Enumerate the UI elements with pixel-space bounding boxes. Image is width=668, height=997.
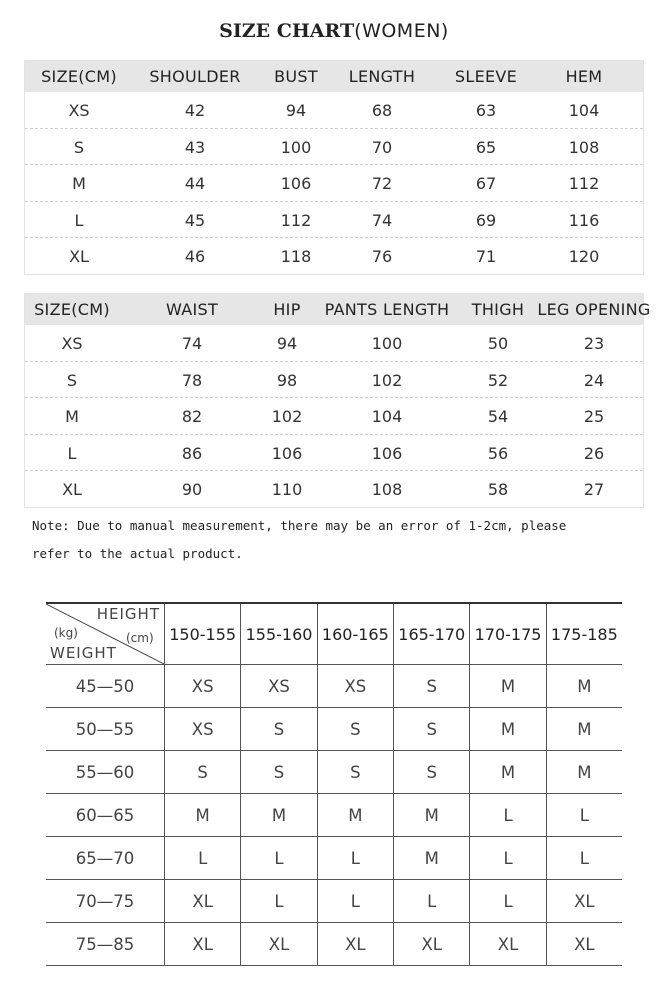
size-cell: XL [546, 880, 622, 923]
table-cell: 78 [181, 370, 203, 390]
table-cell: 24 [583, 370, 605, 390]
size-cell: M [394, 794, 470, 837]
table-cell: 70 [371, 137, 393, 157]
table-cell: 26 [583, 443, 605, 463]
table-cell: 69 [475, 210, 497, 230]
column-header: HEM [565, 67, 603, 86]
table-cell: 72 [371, 174, 393, 193]
size-cell: M [165, 794, 241, 837]
table-cell: 118 [280, 247, 312, 266]
size-cell: L [470, 837, 546, 880]
size-cell: XL [470, 923, 546, 966]
table-cell: 74 [181, 334, 203, 353]
table-cell: 68 [371, 101, 393, 120]
table-cell: S [73, 137, 85, 157]
weight-row [46, 880, 622, 923]
column-header: LENGTH [348, 67, 416, 86]
table-cell: 50 [487, 334, 509, 353]
weight-range-cell: 50—55 [46, 708, 165, 751]
table-cell: S [66, 370, 78, 390]
size-cell: S [317, 708, 393, 751]
weight-range-cell: 45—50 [46, 665, 165, 708]
column-header: HIP [273, 300, 301, 319]
table-cell: 76 [371, 247, 393, 266]
top-size-table [24, 60, 644, 275]
table-cell: L [74, 210, 84, 230]
size-cell: S [317, 751, 393, 794]
size-cell: XS [241, 665, 317, 708]
table-cell: 106 [280, 174, 312, 193]
column-header: PANTS LENGTH [324, 300, 450, 319]
height-range-header: 160-165 [317, 603, 393, 665]
size-cell: M [546, 665, 622, 708]
size-cell: M [317, 794, 393, 837]
size-cell: M [470, 751, 546, 794]
table-cell: 63 [475, 101, 497, 120]
size-cell: S [394, 665, 470, 708]
table-cell: 110 [271, 480, 303, 499]
size-cell: L [546, 794, 622, 837]
size-cell: S [241, 751, 317, 794]
height-range-header: 175-185 [546, 603, 622, 665]
table-cell: 120 [568, 247, 600, 266]
size-cell: L [317, 837, 393, 880]
table-row [25, 471, 643, 507]
table-cell: 106 [371, 443, 403, 463]
table-cell: 100 [280, 137, 312, 157]
size-cell: L [546, 837, 622, 880]
bottom-size-table [24, 293, 651, 508]
height-range-header: 150-155 [165, 603, 241, 665]
weight-row [46, 708, 622, 751]
size-cell: S [241, 708, 317, 751]
page-title [0, 18, 668, 42]
table-row [25, 129, 643, 166]
size-cell: S [394, 751, 470, 794]
weight-label: WEIGHT [50, 644, 117, 662]
table-cell: 98 [276, 370, 298, 390]
table-cell: 112 [568, 174, 600, 193]
size-cell: XS [165, 708, 241, 751]
table-cell: 108 [371, 480, 403, 499]
size-cell: XL [317, 923, 393, 966]
table-cell: 82 [181, 407, 203, 426]
title-main: SIZE CHART [219, 20, 355, 42]
corner-cell [46, 603, 165, 665]
table-cell: 44 [184, 174, 206, 193]
table-cell: 67 [475, 174, 497, 193]
table-cell: 46 [184, 247, 206, 266]
note-line-1: Note: Due to manual measurement, there may be an error of 1-2cm, please [32, 518, 567, 533]
weight-range-cell: 60—65 [46, 794, 165, 837]
weight-range-cell: 75—85 [46, 923, 165, 966]
size-cell: L [470, 880, 546, 923]
size-cell: XL [546, 923, 622, 966]
kg-unit: (kg) [54, 626, 78, 640]
height-label: HEIGHT [96, 605, 160, 623]
size-cell: XS [317, 665, 393, 708]
size-cell: L [317, 880, 393, 923]
table-cell: M [72, 174, 86, 193]
table-cell: 65 [475, 137, 497, 157]
size-recommendation-table [46, 602, 622, 966]
column-header: SIZE(CM) [41, 67, 117, 86]
table-row [25, 398, 643, 435]
table-cell: L [67, 443, 77, 463]
table-cell: 23 [583, 334, 605, 353]
table-row [25, 238, 643, 274]
table-row [25, 92, 643, 129]
table-row [25, 325, 643, 362]
height-range-header: 155-160 [241, 603, 317, 665]
table-cell: 116 [568, 210, 600, 230]
table-row [25, 165, 643, 202]
column-header: SLEEVE [454, 67, 518, 86]
table-cell: 43 [184, 137, 206, 157]
table-cell: 71 [475, 247, 497, 266]
table-cell: 52 [487, 370, 509, 390]
table-cell: 102 [371, 370, 403, 390]
table-row [25, 435, 643, 472]
table-cell: XL [69, 247, 89, 266]
weight-row [46, 751, 622, 794]
size-cell: L [394, 880, 470, 923]
height-range-header: 170-175 [470, 603, 546, 665]
table-cell: 74 [371, 210, 393, 230]
table-cell: 112 [280, 210, 312, 230]
table-cell: 108 [568, 137, 600, 157]
table-cell: 106 [271, 443, 303, 463]
table-cell: XL [62, 480, 82, 499]
size-cell: M [470, 708, 546, 751]
size-cell: L [470, 794, 546, 837]
weight-row [46, 665, 622, 708]
table-cell: 58 [487, 480, 509, 499]
table-row [25, 202, 643, 239]
table-cell: 94 [285, 101, 307, 120]
table-cell: 56 [487, 443, 509, 463]
size-cell: M [394, 837, 470, 880]
column-header: THIGH [471, 300, 525, 319]
table-cell: 45 [184, 210, 206, 230]
size-cell: L [241, 837, 317, 880]
table-cell: 25 [583, 407, 605, 426]
table-cell: 102 [271, 407, 303, 426]
table-cell: 90 [181, 480, 203, 499]
size-cell: L [165, 837, 241, 880]
column-header: WAIST [165, 300, 219, 319]
table-header [25, 294, 651, 325]
table-cell: 42 [184, 101, 206, 120]
size-cell: M [546, 708, 622, 751]
weight-range-cell: 55—60 [46, 751, 165, 794]
table-header [25, 61, 643, 92]
column-header: LEG OPENING [537, 300, 651, 319]
table-row [25, 362, 643, 399]
weight-row [46, 923, 622, 966]
cm-unit: (cm) [126, 631, 154, 645]
table-cell: 104 [568, 101, 600, 120]
column-header: SIZE(CM) [34, 300, 110, 319]
height-range-header: 165-170 [394, 603, 470, 665]
table-cell: 94 [276, 334, 298, 353]
size-cell: S [394, 708, 470, 751]
size-cell: M [470, 665, 546, 708]
table-cell: 86 [181, 443, 203, 463]
title-sub: (WOMEN) [354, 20, 449, 42]
size-cell: XL [165, 880, 241, 923]
weight-range-cell: 65—70 [46, 837, 165, 880]
weight-row [46, 837, 622, 880]
table-cell: 100 [371, 334, 403, 353]
table-cell: 54 [487, 407, 509, 426]
table-cell: 104 [371, 407, 403, 426]
size-cell: XL [165, 923, 241, 966]
size-cell: XL [241, 923, 317, 966]
column-header: BUST [274, 67, 318, 86]
table-cell: XS [68, 101, 90, 120]
size-cell: S [165, 751, 241, 794]
column-header: SHOULDER [149, 67, 241, 86]
table-cell: XS [61, 334, 83, 353]
size-cell: L [241, 880, 317, 923]
size-cell: M [241, 794, 317, 837]
weight-row [46, 794, 622, 837]
size-cell: XL [394, 923, 470, 966]
size-cell: M [546, 751, 622, 794]
size-cell: XS [165, 665, 241, 708]
table-cell: 27 [583, 480, 605, 499]
note-line-2: refer to the actual product. [32, 546, 243, 561]
table-cell: M [65, 407, 79, 426]
measurement-note [32, 512, 632, 568]
weight-range-cell: 70—75 [46, 880, 165, 923]
